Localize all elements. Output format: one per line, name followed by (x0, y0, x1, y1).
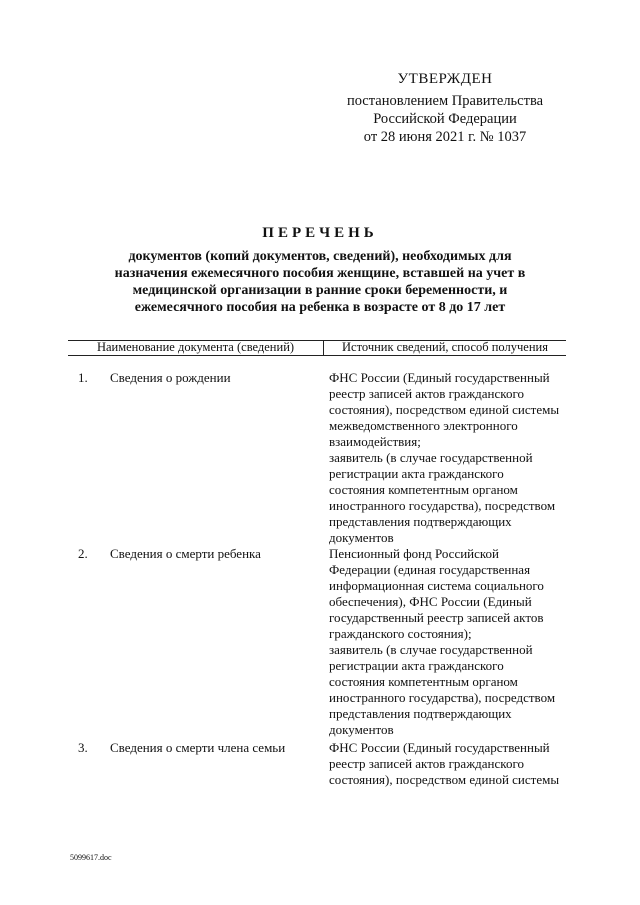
source-line: ФНС России (Единый государственный (329, 740, 550, 755)
document-subtitle (70, 248, 570, 316)
table-header-document: Наименование документа (сведений) (96, 340, 295, 354)
source-line: состояния), посредством единой системы (329, 402, 560, 417)
source-line: документов (329, 722, 394, 737)
source-line: информационная система социального (329, 578, 544, 593)
source-line: гражданского состояния); (329, 626, 472, 641)
source-line: государственный реестр записей актов (329, 610, 544, 625)
document-title: ПЕРЕЧЕНЬ (262, 225, 378, 241)
source-line: реестр записей актов гражданского (329, 386, 524, 401)
file-reference: 5099617.doc (70, 853, 112, 862)
table-header-source: Источник сведений, способ получения (342, 340, 548, 354)
table-header-rule (68, 355, 566, 356)
source-line: состояния компетентным органом (329, 674, 518, 689)
source-line: межведомственного электронного (329, 418, 518, 433)
source-line: ФНС России (Единый государственный (329, 370, 550, 385)
row-document-name: Сведения о смерти члена семьи (110, 740, 286, 755)
subtitle-line: ежемесячного пособия на ребенка в возрасте от 8 до 17 лет (134, 300, 506, 315)
source-line: иностранного государства), посредством (329, 690, 556, 705)
subtitle-line: документов (копий документов, сведений), необходимых для (128, 249, 512, 264)
approval-line: постановлением Правительства (346, 93, 544, 109)
approval-line: Российской Федерации (373, 111, 517, 127)
row-number: 3. (78, 740, 88, 755)
source-line: документов (329, 530, 394, 545)
source-line: состояния компетентным органом (329, 482, 518, 497)
row-source (329, 546, 569, 738)
row-document-name: Сведения о смерти ребенка (110, 546, 261, 561)
source-line: взаимодействия; (329, 434, 421, 449)
row-source (329, 740, 569, 788)
source-line: заявитель (в случае государственной (329, 642, 533, 657)
row-number: 1. (78, 370, 88, 385)
source-line: обеспечения), ФНС России (Единый (329, 594, 532, 609)
subtitle-line: назначения ежемесячного пособия женщине, вставшей на учет в (114, 266, 526, 281)
source-line: Федерации (единая государственная (329, 562, 531, 577)
source-line: представления подтверждающих (329, 706, 512, 721)
row-number: 2. (78, 546, 88, 561)
source-line: реестр записей актов гражданского (329, 756, 524, 771)
source-line: состояния), посредством единой системы (329, 772, 560, 787)
source-line: представления подтверждающих (329, 514, 512, 529)
subtitle-line: медицинской организации в ранние сроки беременности, и (132, 283, 508, 298)
row-document-name: Сведения о рождении (110, 370, 231, 385)
approval-block (330, 70, 560, 146)
row-source (329, 370, 569, 546)
source-line: регистрации акта гражданского (329, 466, 504, 481)
source-line: заявитель (в случае государственной (329, 450, 533, 465)
source-line: регистрации акта гражданского (329, 658, 504, 673)
approval-stamp: УТВЕРЖДЕН (397, 71, 493, 87)
source-line: иностранного государства), посредством (329, 498, 556, 513)
approval-line: от 28 июня 2021 г. № 1037 (363, 129, 527, 145)
source-line: Пенсионный фонд Российской (329, 546, 500, 561)
